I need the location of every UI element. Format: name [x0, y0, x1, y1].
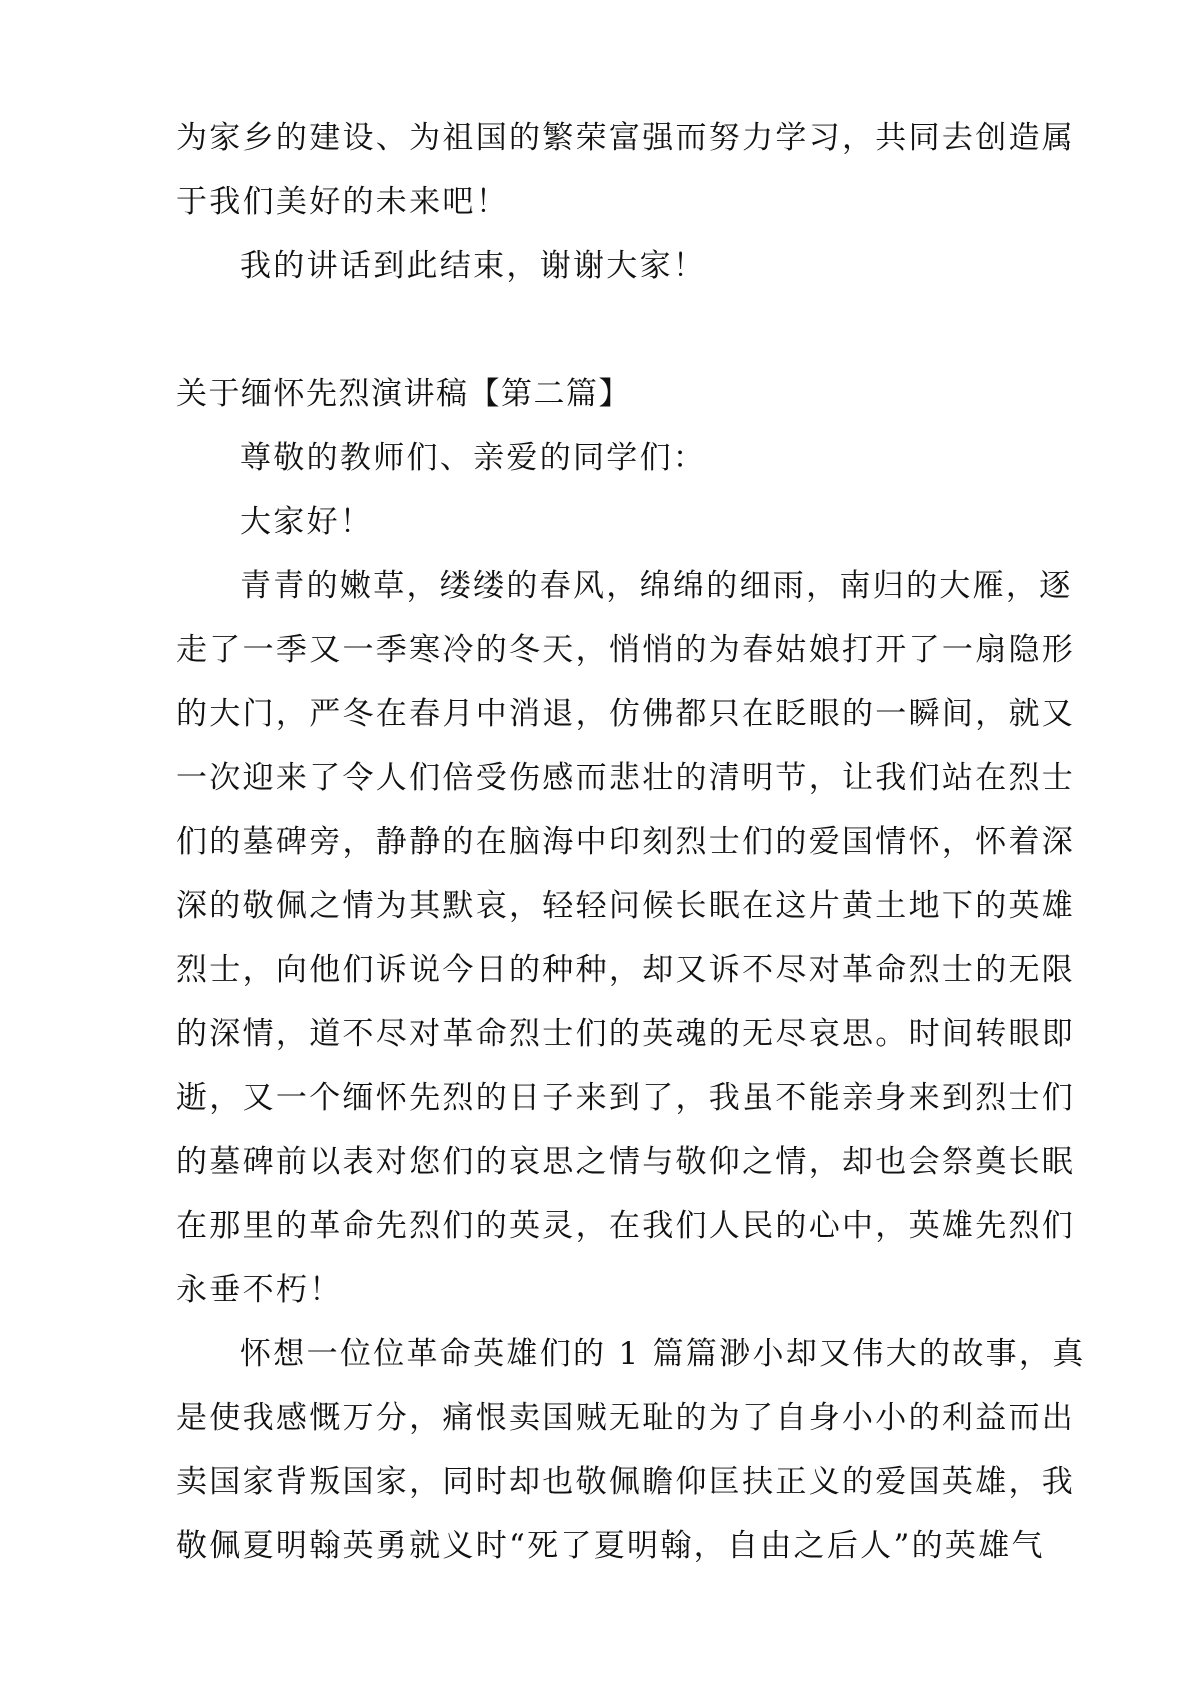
paragraph-line: 烈士，向他们诉说今日的种种，却又诉不尽对革命烈士的无限	[176, 952, 1076, 988]
paragraph-line: 永垂不朽！	[176, 1272, 343, 1308]
greeting: 大家好！	[240, 504, 374, 540]
closing-line: 我的讲话到此结束，谢谢大家！	[240, 248, 707, 284]
paragraph-line: 们的墓碑旁，静静的在脑海中印刻烈士们的爱国情怀，怀着深	[176, 824, 1076, 860]
paragraph-line: 的大门，严冬在春月中消退，仿佛都只在眨眼的一瞬间，就又	[176, 696, 1076, 732]
text-line: 于我们美好的未来吧！	[176, 184, 509, 220]
paragraph-line: 卖国家背叛国家，同时却也敬佩瞻仰匡扶正义的爱国英雄，我	[176, 1464, 1076, 1500]
paragraph-line: 的墓碑前以表对您们的哀思之情与敬仰之情，却也会祭奠长眠	[176, 1144, 1076, 1180]
paragraph-line: 一次迎来了令人们倍受伤感而悲壮的清明节，让我们站在烈士	[176, 760, 1076, 796]
paragraph-line: 走了一季又一季寒冷的冬天，悄悄的为春姑娘打开了一扇隐形	[176, 632, 1076, 668]
salutation: 尊敬的教师们、亲爱的同学们：	[240, 440, 707, 476]
paragraph-line: 在那里的革命先烈们的英灵，在我们人民的心中，英雄先烈们	[176, 1208, 1076, 1244]
paragraph-line: 青青的嫩草，缕缕的春风，绵绵的细雨，南归的大雁，逐	[240, 568, 1073, 604]
paragraph-line: 深的敬佩之情为其默哀，轻轻问候长眠在这片黄土地下的英雄	[176, 888, 1076, 924]
text-line: 为家乡的建设、为祖国的繁荣富强而努力学习，共同去创造属	[176, 120, 1076, 156]
paragraph-line: 怀想一位位革命英雄们的 1 篇篇渺小却又伟大的故事，真	[240, 1336, 1086, 1372]
paragraph-line: 是使我感慨万分，痛恨卖国贼无耻的为了自身小小的利益而出	[176, 1400, 1076, 1436]
paragraph-line: 逝，又一个缅怀先烈的日子来到了，我虽不能亲身来到烈士们	[176, 1080, 1076, 1116]
paragraph-line: 的深情，道不尽对革命烈士们的英魂的无尽哀思。时间转眼即	[176, 1016, 1076, 1052]
paragraph-line: 敬佩夏明翰英勇就义时“死了夏明翰，自由之后人”的英雄气	[176, 1528, 1045, 1564]
section-title: 关于缅怀先烈演讲稿【第二篇】	[176, 376, 631, 412]
